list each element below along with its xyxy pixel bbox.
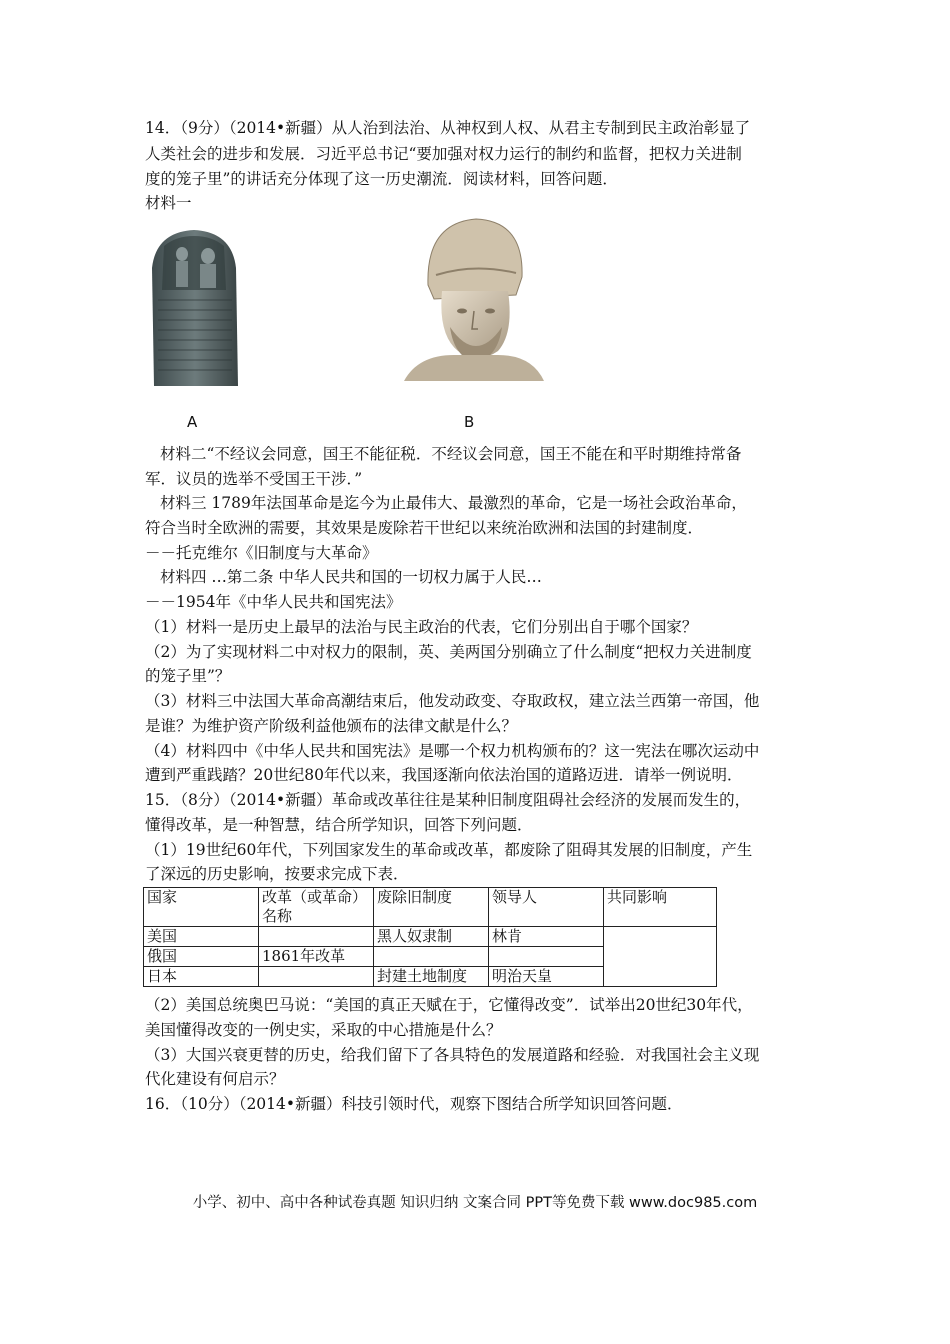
material-3-line-1: 材料三 1789年法国革命是迄今为止最伟大、最激烈的革命，它是一场社会政治革命， [160, 494, 747, 512]
table-row [144, 927, 717, 947]
stele-image [146, 228, 242, 386]
table-cell[interactable] [259, 967, 374, 987]
q15-sub-3-line-2: 代化建设有何启示？ [145, 1070, 285, 1088]
table-cell: 明治天皇 [489, 967, 604, 987]
q15-sub-1-line-2: 了深远的历史影响，按要求完成下表． [145, 865, 409, 883]
table-cell: 美国 [144, 927, 259, 947]
q14-sub-1: （1）材料一是历史上最早的法治与民主政治的代表，它们分别出自于哪个国家？ [145, 618, 698, 636]
table-header-row [144, 888, 717, 927]
q14-sub-2-line-2: 的笼子里”？ [145, 667, 231, 685]
q15-sub-3-line-1: （3）大国兴衰更替的历史，给我们留下了各具特色的发展道路和经验．对我国社会主义现 [145, 1046, 760, 1064]
table-cell: 1861年改革 [259, 947, 374, 967]
q16-line-1: 16．（10分）（2014•新疆）科技引领时代，观察下图结合所学知识回答问题． [145, 1095, 683, 1113]
table-header-cell: 改革（或革命）名称 [259, 888, 374, 927]
q15-sub-2-line-2: 美国懂得改变的一例史实，采取的中心措施是什么？ [145, 1021, 502, 1039]
q14-line-1: 14．（9分）（2014•新疆）从人治到法治、从神权到人权、从君主专制到民主政治彰显了 [145, 119, 751, 137]
table-cell[interactable] [489, 947, 604, 967]
material-3-source: －－托克维尔《旧制度与大革命》 [145, 544, 378, 562]
q14-sub-3-line-2: 是谁？为维护资产阶级利益他颁布的法律文献是什么？ [145, 717, 518, 735]
figure-a-label: A [187, 413, 198, 431]
q15-line-2: 懂得改革，是一种智慧，结合所学知识，回答下列问题． [145, 816, 533, 834]
q14-sub-2-line-1: （2）为了实现材料二中对权力的限制，英、美两国分别确立了什么制度“把权力关进制度 [145, 643, 752, 661]
table-header-cell: 共同影响 [604, 888, 717, 927]
table-header-cell: 领导人 [489, 888, 604, 927]
reform-table [143, 887, 717, 987]
page-footer: 小学、初中、高中各种试卷真题 知识归纳 文案合同 PPT等免费下载 www.doc985.com [192, 1195, 758, 1211]
q14-line-2: 人类社会的进步和发展．习近平总书记“要加强对权力运行的制约和监督，把权力关进制 [145, 145, 742, 163]
q14-sub-4-line-1: （4）材料四中《中华人民共和国宪法》是哪一个权力机构颁布的？这一宪法在哪次运动中 [145, 742, 760, 760]
bust-image [398, 215, 548, 383]
material-4-line-1: 材料四 …第二条 中华人民共和国的一切权力属于人民… [160, 568, 542, 586]
figure-b-label: B [464, 413, 475, 431]
table-cell[interactable] [374, 947, 489, 967]
q15-sub-2-line-1: （2）美国总统奥巴马说：“美国的真正天赋在于，它懂得改变”．试举出20世纪30年代， [145, 996, 753, 1014]
material-2-line-2: 军．议员的选举不受国王干涉．” [145, 470, 363, 488]
table-cell: 封建土地制度 [374, 967, 489, 987]
material-1-label: 材料一 [145, 194, 192, 212]
common-impact-answer-cell[interactable] [604, 927, 717, 987]
material-2-line-1: 材料二“不经议会同意，国王不能征税．不经议会同意，国王不能在和平时期维持常备 [160, 445, 742, 463]
q15-sub-1-line-1: （1）19世纪60年代，下列国家发生的革命或改革，都废除了阻碍其发展的旧制度，产生 [145, 841, 753, 859]
table-header-cell: 国家 [144, 888, 259, 927]
material-4-source: －－1954年《中华人民共和国宪法》 [145, 593, 402, 611]
table-cell: 俄国 [144, 947, 259, 967]
table-cell[interactable] [259, 927, 374, 947]
q15-line-1: 15．（8分）（2014•新疆）革命或改革往往是某种旧制度阻碍社会经济的发展而发生的， [145, 791, 751, 809]
table-cell: 林肯 [489, 927, 604, 947]
q14-sub-4-line-2: 遭到严重践踏？20世纪80年代以来，我国逐渐向依法治国的道路迈进．请举一例说明． [145, 766, 743, 784]
table-header-cell: 废除旧制度 [374, 888, 489, 927]
material-3-line-2: 符合当时全欧洲的需要，其效果是废除若干世纪以来统治欧洲和法国的封建制度． [145, 519, 704, 537]
table-cell: 黑人奴隶制 [374, 927, 489, 947]
q14-sub-3-line-1: （3）材料三中法国大革命高潮结束后，他发动政变、夺取政权，建立法兰西第一帝国，他 [145, 692, 760, 710]
table-cell: 日本 [144, 967, 259, 987]
q14-line-3: 度的笼子里”的讲话充分体现了这一历史潮流．阅读材料，回答问题． [145, 170, 618, 188]
